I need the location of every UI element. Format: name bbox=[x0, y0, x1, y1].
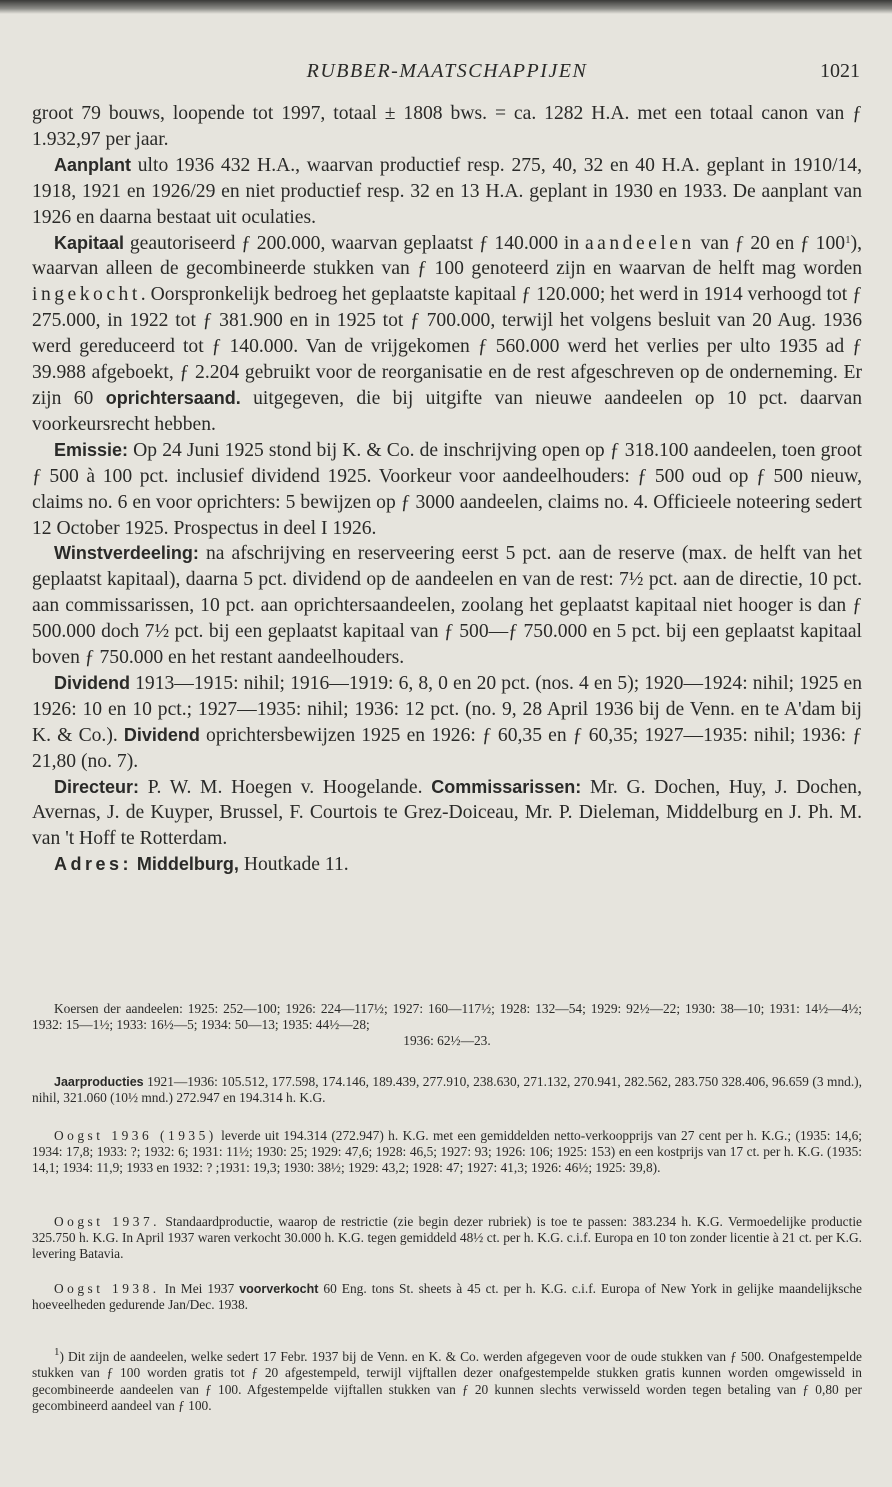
bold-term: oprichtersaand. bbox=[105, 387, 241, 408]
paragraph-aanplant bbox=[32, 153, 862, 231]
heading-emissie: Emissie: bbox=[54, 439, 129, 460]
text-run: 1913—1915: nihil; 1916—1919: 6, 8, 0 en 20 pct. (nos. 4 en 5); 1920—1924: nihil; 1925 en 1926: 10 en 10 pct.; 1927—1935: nihil; 1936: 12 pct. (no. 9, 28 April 1936 bij de Venn. en te A'dam bij K. & Co.). bbox=[32, 672, 862, 746]
text-run: leverde uit 194.314 (272.947) h. K.G. met een gemiddelden netto-verkoopprijs van 27 cent per h. K.G.; (1935: 14,6; 1934: 17,8; 1933: ?; 1932: 6; 1931: 11½; 1930: 25; 1929: 47,6; 1928: 46,5; 1927: 93; 1926: 106; 1925: 153) en een kostprijs van 17 ct. per h. K.G. (1935: 14,1; 1934: 11,9; 1933 en 1932: ? ;1931: 19,3; 1930: 38½; 1929: 43,2; 1928: 47; 1927: 41,3; 1926: 46½; 1925: 39,8). bbox=[32, 1128, 862, 1176]
main-text bbox=[32, 101, 862, 878]
heading-oogst-1936: Oogst 1936 (1935) bbox=[54, 1128, 217, 1143]
paragraph-emissie bbox=[32, 438, 862, 542]
paragraph-directie bbox=[32, 775, 862, 853]
heading-commissarissen: Commissarissen: bbox=[431, 776, 582, 797]
page-number: 1021 bbox=[820, 60, 860, 82]
scan-edge bbox=[0, 0, 892, 14]
text-run: Mr. G. Dochen, Huy, J. Dochen, Avernas, J. de Kuyper, Brussel, F. Courtois te Grez-Doiceau, Mr. P. Dieleman, Middelburg en J. Ph. M. van 't Hoff te Rotterdam. bbox=[32, 776, 862, 850]
heading-directeur: Directeur: bbox=[54, 776, 140, 797]
oogst-1936-block bbox=[32, 1128, 862, 1177]
text-run: ) Dit zijn de aandeelen, welke sedert 17 Febr. 1937 bij de Venn. en K. & Co. werden afgegeven voor de oude stukken van ƒ 500. Onafgestempelde stukken van ƒ 100 worden gratis tot ƒ 20 afgestempeld, terwijl vijftallen dezer onafgestempelde stukken gratis kunnen worden omgewisseld in gecombineerde aandeelen van ƒ 100. Afgestempelde vijftallen stukken van ƒ 20 kunnen slechts verwisseld worden tegen betaling van ƒ 0,80 per gecombineerd aandeel van ƒ 100. bbox=[32, 1349, 862, 1414]
text-run: Op 24 Juni 1925 stond bij K. & Co. de inschrijving open op ƒ 318.100 aandeelen, toen groot ƒ 500 à 100 pct. inclusief dividend 1925. Voorkeur voor aandeelhouders: ƒ 500 oud op ƒ 500 nieuw, claims no. 6 en voor oprichters: 5 bewijzen op ƒ 3000 aandeelen, claims no. 4. Officieele noteering sedert 12 October 1925. Prospectus in deel I 1926. bbox=[32, 439, 862, 539]
text-run: uitgegeven, die bij uitgifte van nieuwe aandeelen op 10 pct. daarvan voorkeursrecht hebben. bbox=[32, 387, 862, 435]
koersen-last: 1936: 62½—23. bbox=[403, 1033, 491, 1049]
text-run: P. W. M. Hoegen v. Hoogelande. bbox=[139, 776, 432, 798]
heading-dividend-oprichters: Dividend bbox=[123, 724, 200, 745]
footnote-ref: 1 bbox=[845, 233, 851, 246]
footnote-text bbox=[32, 1346, 862, 1415]
text-run: 60 Eng. tons St. sheets à 45 ct. per h. K.G. c.i.f. Europa of New York in gelijke maandelijksche hoeveelheden gedurende Jan/Dec. 1938. bbox=[32, 1281, 863, 1313]
spaced-word: aandeelen bbox=[584, 232, 695, 254]
text-run: Houtkade 11. bbox=[238, 854, 349, 876]
heading-jaarproducties: Jaarproducties bbox=[54, 1075, 144, 1089]
text-run: 1921—1936: 105.512, 177.598, 174.146, 189.439, 277.910, 238.630, 271.132, 270.941, 282.562, 283.750 328.406, 96.659 (3 mnd.), nihil, 321.060 (10½ mnd.) 272.947 en 194.314 h. K.G. bbox=[32, 1074, 862, 1106]
paragraph-dividend bbox=[32, 671, 862, 775]
text-run: . Oorspronkelijk bedroeg het geplaatste kapitaal ƒ 120.000; het werd in 1914 verhoogd tot ƒ 275.000, in 1922 tot ƒ 381.900 en in 1925 tot ƒ 700.000, terwijl het volgens besluit van 20 Aug. 1936 werd gereduceerd tot ƒ 140.000. Van de vrijgekomen ƒ 560.000 werd het verlies per ulto 1935 ad ƒ 39.988 afgeboekt, ƒ 2.204 gebruikt voor de reorganisatie en de rest afgeschreven op de onderneming. Er zijn 60 bbox=[32, 284, 862, 409]
text-run: na afschrijving en reserveering eerst 5 pct. aan de reserve (max. de helft van het geplaatst kapitaal), daarna 5 pct. dividend op de aandeelen en van de rest: 7½ pct. aan de directie, 10 pct. aan commissarissen, 10 pct. aan oprichtersaandeelen, zoolang het geplaatst kapitaal niet hooger is dan ƒ 500.000 doch 7½ pct. bij een geplaatst kapitaal van ƒ 500—ƒ 750.000 en 5 pct. bij een geplaatst kapitaal boven ƒ 750.000 en het restant aandeelhouders. bbox=[32, 543, 862, 669]
footnote bbox=[32, 1346, 862, 1415]
paragraph-continuation bbox=[32, 101, 862, 153]
oogst-1937-block bbox=[32, 1214, 862, 1263]
text-run: van ƒ 20 en ƒ 100 bbox=[694, 232, 846, 254]
heading-oogst-1938: Oogst 1938. bbox=[54, 1281, 160, 1296]
running-title: RUBBER-MAATSCHAPPIJEN bbox=[306, 60, 588, 82]
oogst-1938-text bbox=[32, 1281, 862, 1313]
paragraph-adres bbox=[32, 852, 862, 878]
spaced-word: ingekocht bbox=[32, 284, 141, 306]
running-header bbox=[32, 60, 862, 90]
text-run: ulto 1936 432 H.A., waarvan productief resp. 275, 40, 32 en 40 H.A. geplant in 1910/14, 1918, 1921 en 1926/29 en niet productief resp. 32 en 13 H.A. geplant in 1930 en 1933. De aanplant van 1926 en daarna bestaat uit oculaties. bbox=[32, 154, 862, 228]
jaarproducties-block bbox=[32, 1074, 862, 1106]
koersen-text: Koersen der aandeelen: 1925: 252—100; 1926: 224—117½; 1927: 160—117½; 1928: 132—54; 1929: 92½—22; 1930: 38—10; 1931: 14½—4½; 1932: 15—1½; 1933: 16½—5; 1934: 50—13; 1935: 44½—28; bbox=[32, 1001, 862, 1033]
text-run: ), waarvan alleen de gecombineerde stukken van ƒ 100 genoteerd zijn en waarvan de helft mag worden bbox=[32, 232, 862, 280]
heading-aanplant: Aanplant bbox=[54, 154, 132, 175]
text-run: In Mei 1937 bbox=[159, 1281, 240, 1296]
text-run: groot 79 bouws, loopende tot 1997, totaal ± 1808 bws. = ca. 1282 H.A. met een totaal canon van ƒ 1.932,97 per jaar. bbox=[32, 103, 862, 150]
oogst-1937-text bbox=[32, 1214, 862, 1263]
heading-kapitaal: Kapitaal bbox=[54, 232, 125, 253]
koersen-block bbox=[32, 1001, 862, 1050]
text-run: geautoriseerd ƒ 200.000, waarvan geplaatst ƒ 140.000 in bbox=[124, 232, 585, 254]
footnote-marker: 1 bbox=[54, 1346, 60, 1358]
address-city: Middelburg, bbox=[136, 854, 239, 875]
oogst-1938-block bbox=[32, 1281, 862, 1313]
heading-dividend: Dividend bbox=[54, 672, 131, 693]
heading-adres: Adres: bbox=[54, 854, 133, 875]
text-run: Standaardproductie, waarop de restrictie (zie begin dezer rubriek) is toe te passen: 383.234 h. K.G. Vermoedelijke productie 325.750 h. K.G. In April 1937 waren verkocht 30.000 h. K.G. tegen gemiddeld 48½ ct. per h. K.G. c.i.f. Europa en 10 ton zonder licentie à 21 ct. per K.G. levering Batavia. bbox=[32, 1214, 862, 1262]
oogst-1936-text bbox=[32, 1128, 862, 1177]
bold-term: voorverkocht bbox=[239, 1282, 319, 1296]
heading-winstverdeeling: Winstverdeeling: bbox=[54, 543, 199, 564]
text-run: oprichtersbewijzen 1925 en 1926: ƒ 60,35 en ƒ 60,35; 1927—1935: nihil; 1936: ƒ 21,80 (no. 7). bbox=[32, 724, 862, 772]
jaarproducties-text bbox=[32, 1074, 862, 1106]
paragraph-kapitaal bbox=[32, 231, 862, 438]
heading-oogst-1937: Oogst 1937. bbox=[54, 1214, 160, 1229]
paragraph-winstverdeeling bbox=[32, 541, 862, 671]
